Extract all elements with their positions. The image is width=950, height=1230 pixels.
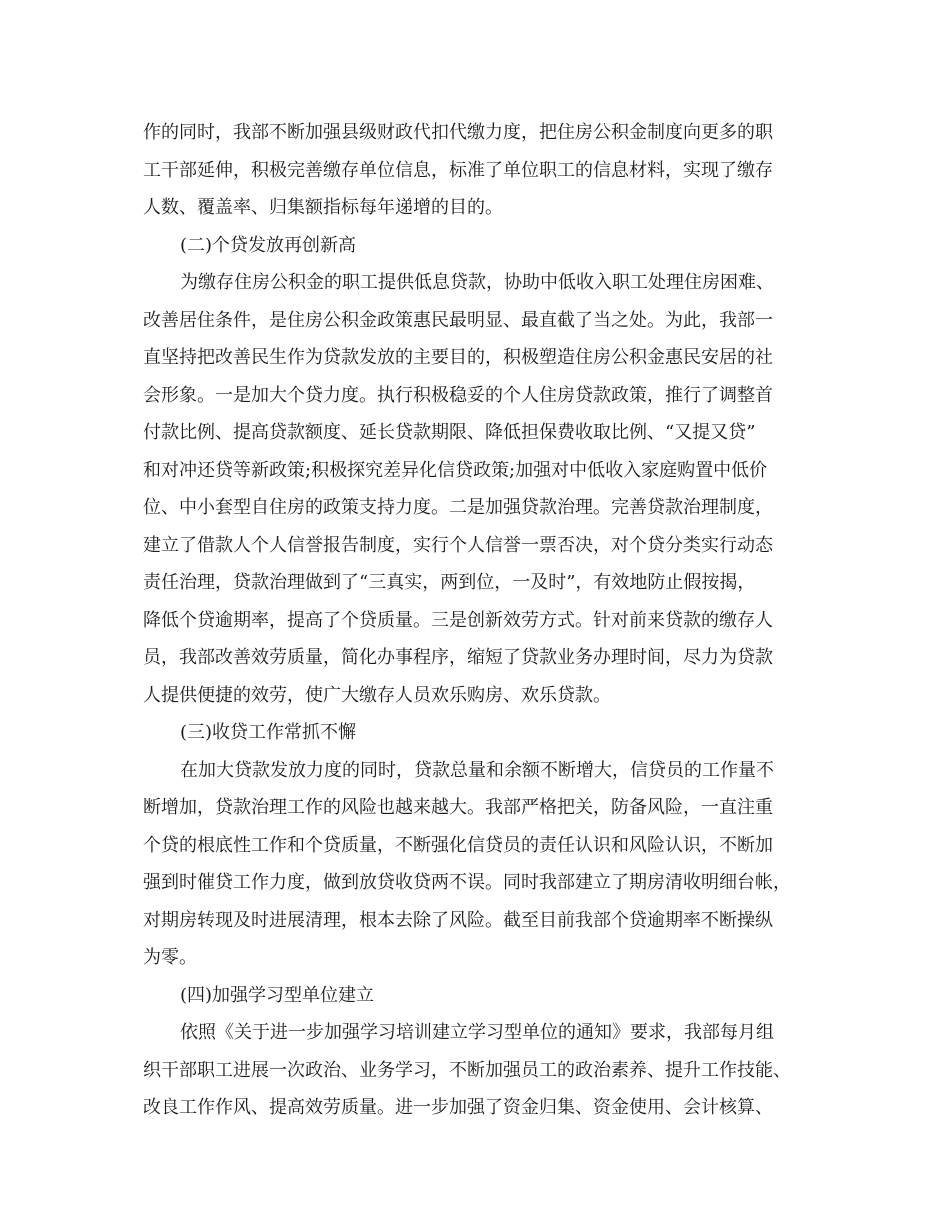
text-line: (三)收贷工作常抓不懈 (180, 722, 357, 743)
text-line: 付款比例、提高贷款额度、延长贷款期限、降低担保费收取比例、“又提又贷” (143, 422, 756, 443)
text-line: 为缴存住房公积金的职工提供低息贷款，协助中低收入职工处理住房困难、 (180, 272, 774, 293)
text-line: (二)个贷发放再创新高 (180, 234, 357, 256)
text-line: 和对冲还贷等新政策;积极探究差异化信贷政策;加强对中低收入家庭购置中低价 (143, 459, 768, 481)
text-line: 改良工作作风、提高效劳质量。进一步加强了资金归集、资金使用、会计核算、 (143, 1097, 773, 1118)
text-line: 直坚持把改善民生作为贷款发放的主要目的，积极塑造住房公积金惠民安居的社 (143, 347, 773, 368)
text-line: 会形象。一是加大个贷力度。执行积极稳妥的个人住房贷款政策，推行了调整首 (143, 384, 773, 406)
text-line: 个贷的根底性工作和个贷质量，不断强化信贷员的责任认识和风险认识，不断加 (143, 834, 773, 856)
text-line: 人提供便捷的效劳，使广大缴存人员欢乐购房、欢乐贷款。 (143, 684, 611, 706)
text-line: 员，我部改善效劳质量，简化办事程序，缩短了贷款业务办理时间，尽力为贷款 (143, 647, 773, 668)
text-line: 强到时催贷工作力度，做到放贷收贷两不误。同时我部建立了期房清收明细台帐， (143, 872, 791, 893)
text-line: 位、中小套型自住房的政策支持力度。二是加强贷款治理。完善贷款治理制度， (143, 497, 773, 518)
text-line: 作的同时，我部不断加强县级财政代扣代缴力度，把住房公积金制度向更多的职 (143, 122, 773, 143)
text-line: 建立了借款人个人信誉报告制度，实行个人信誉一票否决，对个贷分类实行动态 (143, 534, 773, 556)
document-body (143, 114, 809, 1127)
text-line: 改善居住条件，是住房公积金政策惠民最明显、最直截了当之处。为此，我部一 (143, 309, 773, 331)
text-line: 工干部延伸，积极完善缴存单位信息，标准了单位职工的信息材料，实现了缴存 (143, 159, 773, 181)
text-line: 在加大贷款发放力度的同时，贷款总量和余额不断增大，信贷员的工作量不 (180, 759, 774, 781)
text-line: 对期房转现及时进展清理，根本去除了风险。截至目前我部个贷逾期率不断操纵 (143, 909, 773, 931)
text-line: 降低个贷逾期率，提高了个贷质量。三是创新效劳方式。针对前来贷款的缴存人 (143, 609, 773, 631)
text-line: 责任治理，贷款治理做到了“三真实，两到位，一及时”，有效地防止假按揭， (143, 572, 756, 593)
text-line: 人数、覆盖率、归集额指标每年递增的目的。 (143, 197, 503, 218)
text-line: 为零。 (143, 947, 197, 968)
text-line: 依照《关于进一步加强学习培训建立学习型单位的通知》要求，我部每月组 (180, 1022, 774, 1043)
text-line: (四)加强学习型单位建立 (180, 984, 375, 1006)
text-line: 断增加，贷款治理工作的风险也越来越大。我部严格把关，防备风险，一直注重 (143, 797, 773, 818)
text-line: 织干部职工进展一次政治、业务学习，不断加强员工的政治素养、提升工作技能、 (143, 1059, 791, 1081)
